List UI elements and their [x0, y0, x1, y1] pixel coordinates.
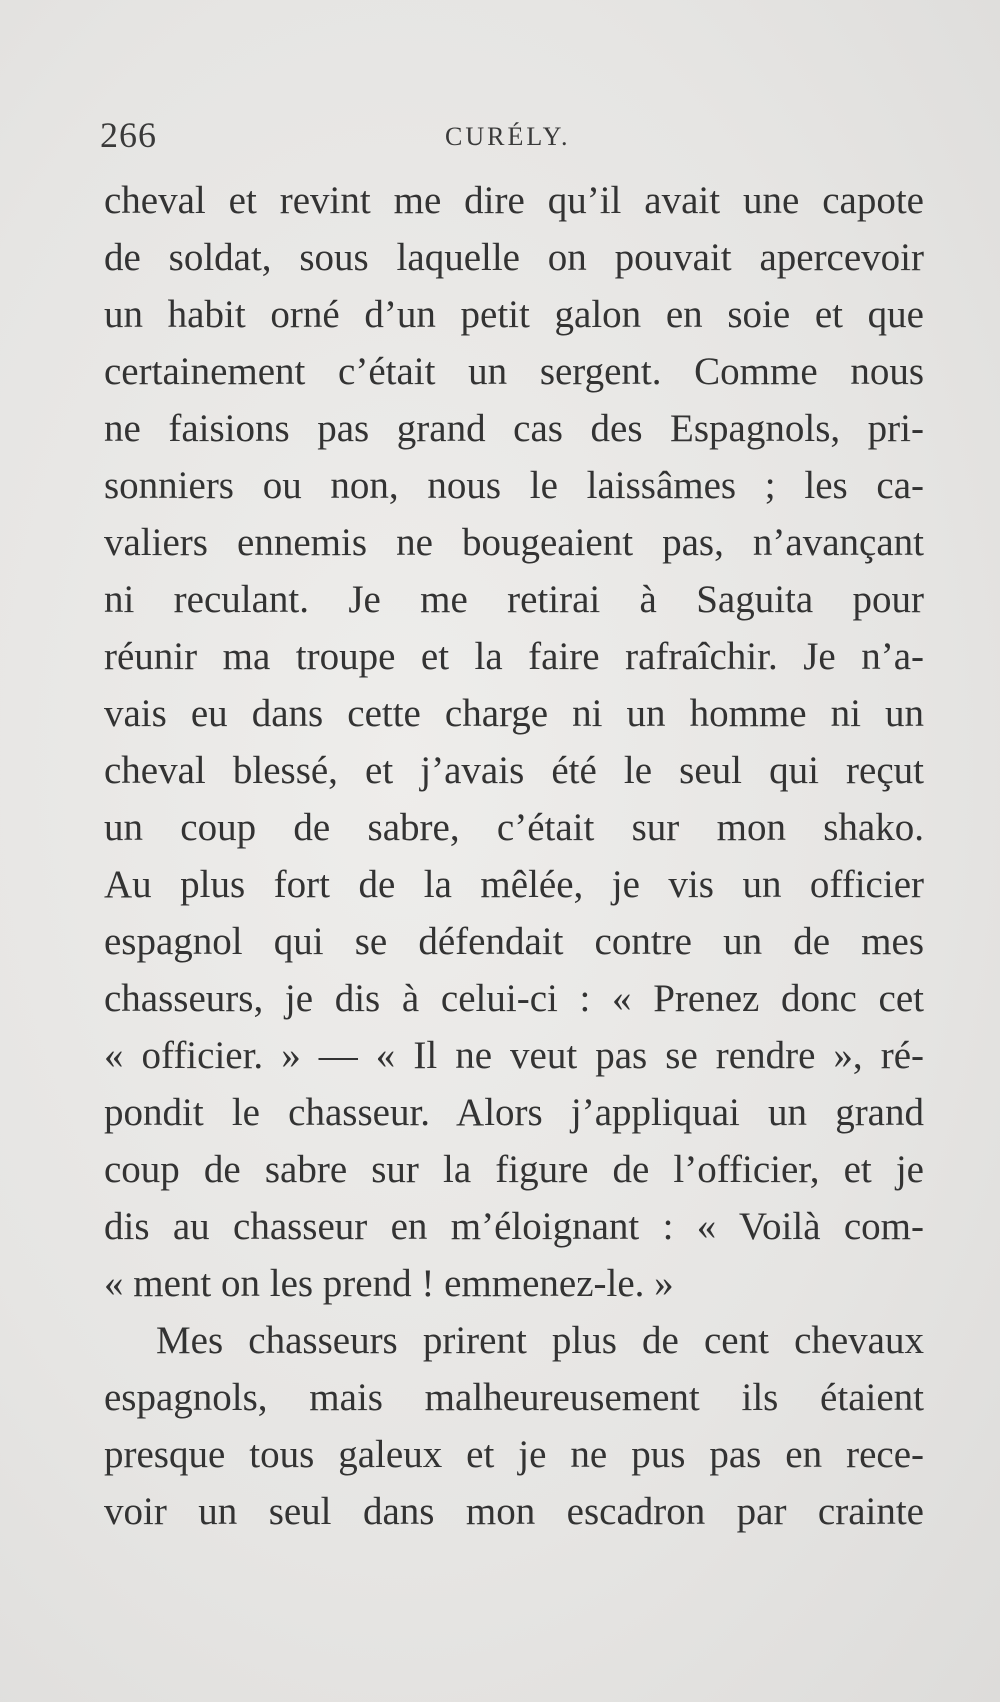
text-line: de soldat, sous laquelle on pouvait apercevoir — [104, 236, 924, 279]
paragraph-first-line: Mes chasseurs prirent plus de cent chevaux — [156, 1319, 924, 1362]
text-line: ni reculant. Je me retirai à Saguita pour — [104, 578, 924, 621]
text-line: presque tous galeux et je ne pus pas en rece- — [104, 1433, 924, 1476]
text-line: un habit orné d’un petit galon en soie et que — [104, 293, 924, 336]
text-line: espagnol qui se défendait contre un de mes — [104, 920, 924, 963]
text-line: certainement c’était un sergent. Comme nous — [104, 350, 924, 393]
text-line: un coup de sabre, c’était sur mon shako. — [104, 806, 924, 849]
page-header — [100, 110, 922, 166]
running-head: CURÉLY. — [445, 122, 571, 151]
text-line: coup de sabre sur la figure de l’officier, et je — [104, 1148, 924, 1191]
text-line: vais eu dans cette charge ni un homme ni un — [104, 692, 924, 735]
text-line: pondit le chasseur. Alors j’appliquai un grand — [104, 1091, 924, 1134]
text-line: réunir ma troupe et la faire rafraîchir. Je n’a- — [104, 635, 924, 678]
text-line: Au plus fort de la mêlée, je vis un officier — [104, 863, 924, 906]
text-line: espagnols, mais malheureusement ils étaient — [104, 1376, 924, 1419]
text-line: valiers ennemis ne bougeaient pas, n’avançant — [104, 521, 924, 564]
text-line: cheval et revint me dire qu’il avait une capote — [104, 179, 924, 222]
text-line: voir un seul dans mon escadron par crainte — [104, 1490, 924, 1533]
text-line: chasseurs, je dis à celui-ci : « Prenez donc cet — [104, 977, 924, 1020]
text-line: dis au chasseur en m’éloignant : « Voilà com- — [104, 1205, 924, 1248]
text-line: ne faisions pas grand cas des Espagnols, pri- — [104, 407, 924, 450]
text-line: sonniers ou non, nous le laissâmes ; les ca- — [104, 464, 924, 507]
page-number: 266 — [100, 115, 157, 155]
text-line: « ment on les prend ! emmenez-le. » — [104, 1262, 674, 1305]
body-text — [104, 172, 924, 1540]
text-line: cheval blessé, et j’avais été le seul qui reçut — [104, 749, 924, 792]
text-line: « officier. » — « Il ne veut pas se rendre », ré- — [104, 1034, 924, 1077]
